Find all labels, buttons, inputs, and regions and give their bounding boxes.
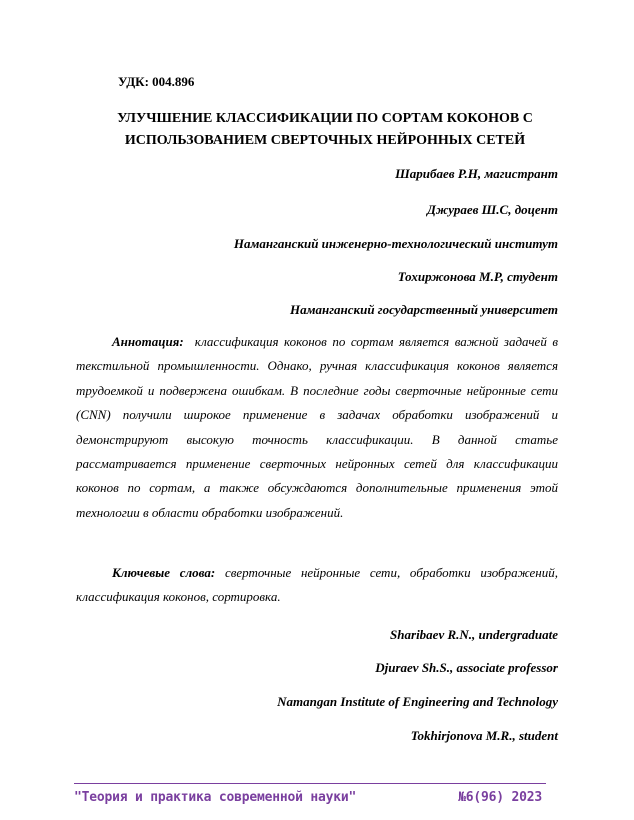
author-en-1: Sharibaev R.N., undergraduate xyxy=(390,627,558,642)
keywords-paragraph xyxy=(76,561,558,610)
affiliation-en-1: Namangan Institute of Engineering and Technology xyxy=(277,694,558,709)
abstract-label: Аннотация: xyxy=(112,334,184,349)
keywords-label: Ключевые слова: xyxy=(112,565,216,580)
abstract-paragraph xyxy=(76,330,558,525)
paper-title xyxy=(90,108,560,152)
footer-divider xyxy=(74,783,546,784)
author-ru-2: Джураев Ш.С, доцент xyxy=(426,202,558,217)
author-en-2: Djuraev Sh.S., associate professor xyxy=(375,660,558,675)
keywords-text: сверточные нейронные сети, обработки изображений, классификация коконов, сортировка. xyxy=(76,565,558,605)
footer-issue: №6(96) 2023 xyxy=(458,790,542,805)
affiliation-ru-2: Наманганский государственный университет xyxy=(289,302,558,317)
footer-journal-name: "Теория и практика современной науки" xyxy=(74,790,357,805)
title-line-1: УЛУЧШЕНИЕ КЛАССИФИКАЦИИ ПО СОРТАМ КОКОНОВ С xyxy=(117,111,533,126)
author-ru-1: Шарибаев Р.Н, магистрант xyxy=(395,166,558,181)
author-ru-3: Тохиржонова М.Р, студент xyxy=(397,269,558,284)
title-line-2: ИСПОЛЬЗОВАНИЕМ СВЕРТОЧНЫХ НЕЙРОННЫХ СЕТЕЙ xyxy=(124,133,526,148)
author-en-3: Tokhirjonova M.R., student xyxy=(410,728,558,743)
affiliation-ru-1: Наманганский инженерно-технологический институт xyxy=(233,236,558,251)
abstract-text: классификация коконов по сортам является важной задачей в текстильной промышленности. Однако, ручная классификация коконов является трудоемкой и подвержена ошибкам. В последние годы сверточные нейронные сети (CNN) получили широкое применение в задачах обработки изображений и демонстрируют высокую точность классификации. В данной статье рассматривается применение сверточных нейронных сетей для классификации коконов по сортам, а также обсуждаются дополнительные применения этой технологии в области обработки изображений. xyxy=(76,334,558,520)
udk-code: УДК: 004.896 xyxy=(118,74,195,89)
